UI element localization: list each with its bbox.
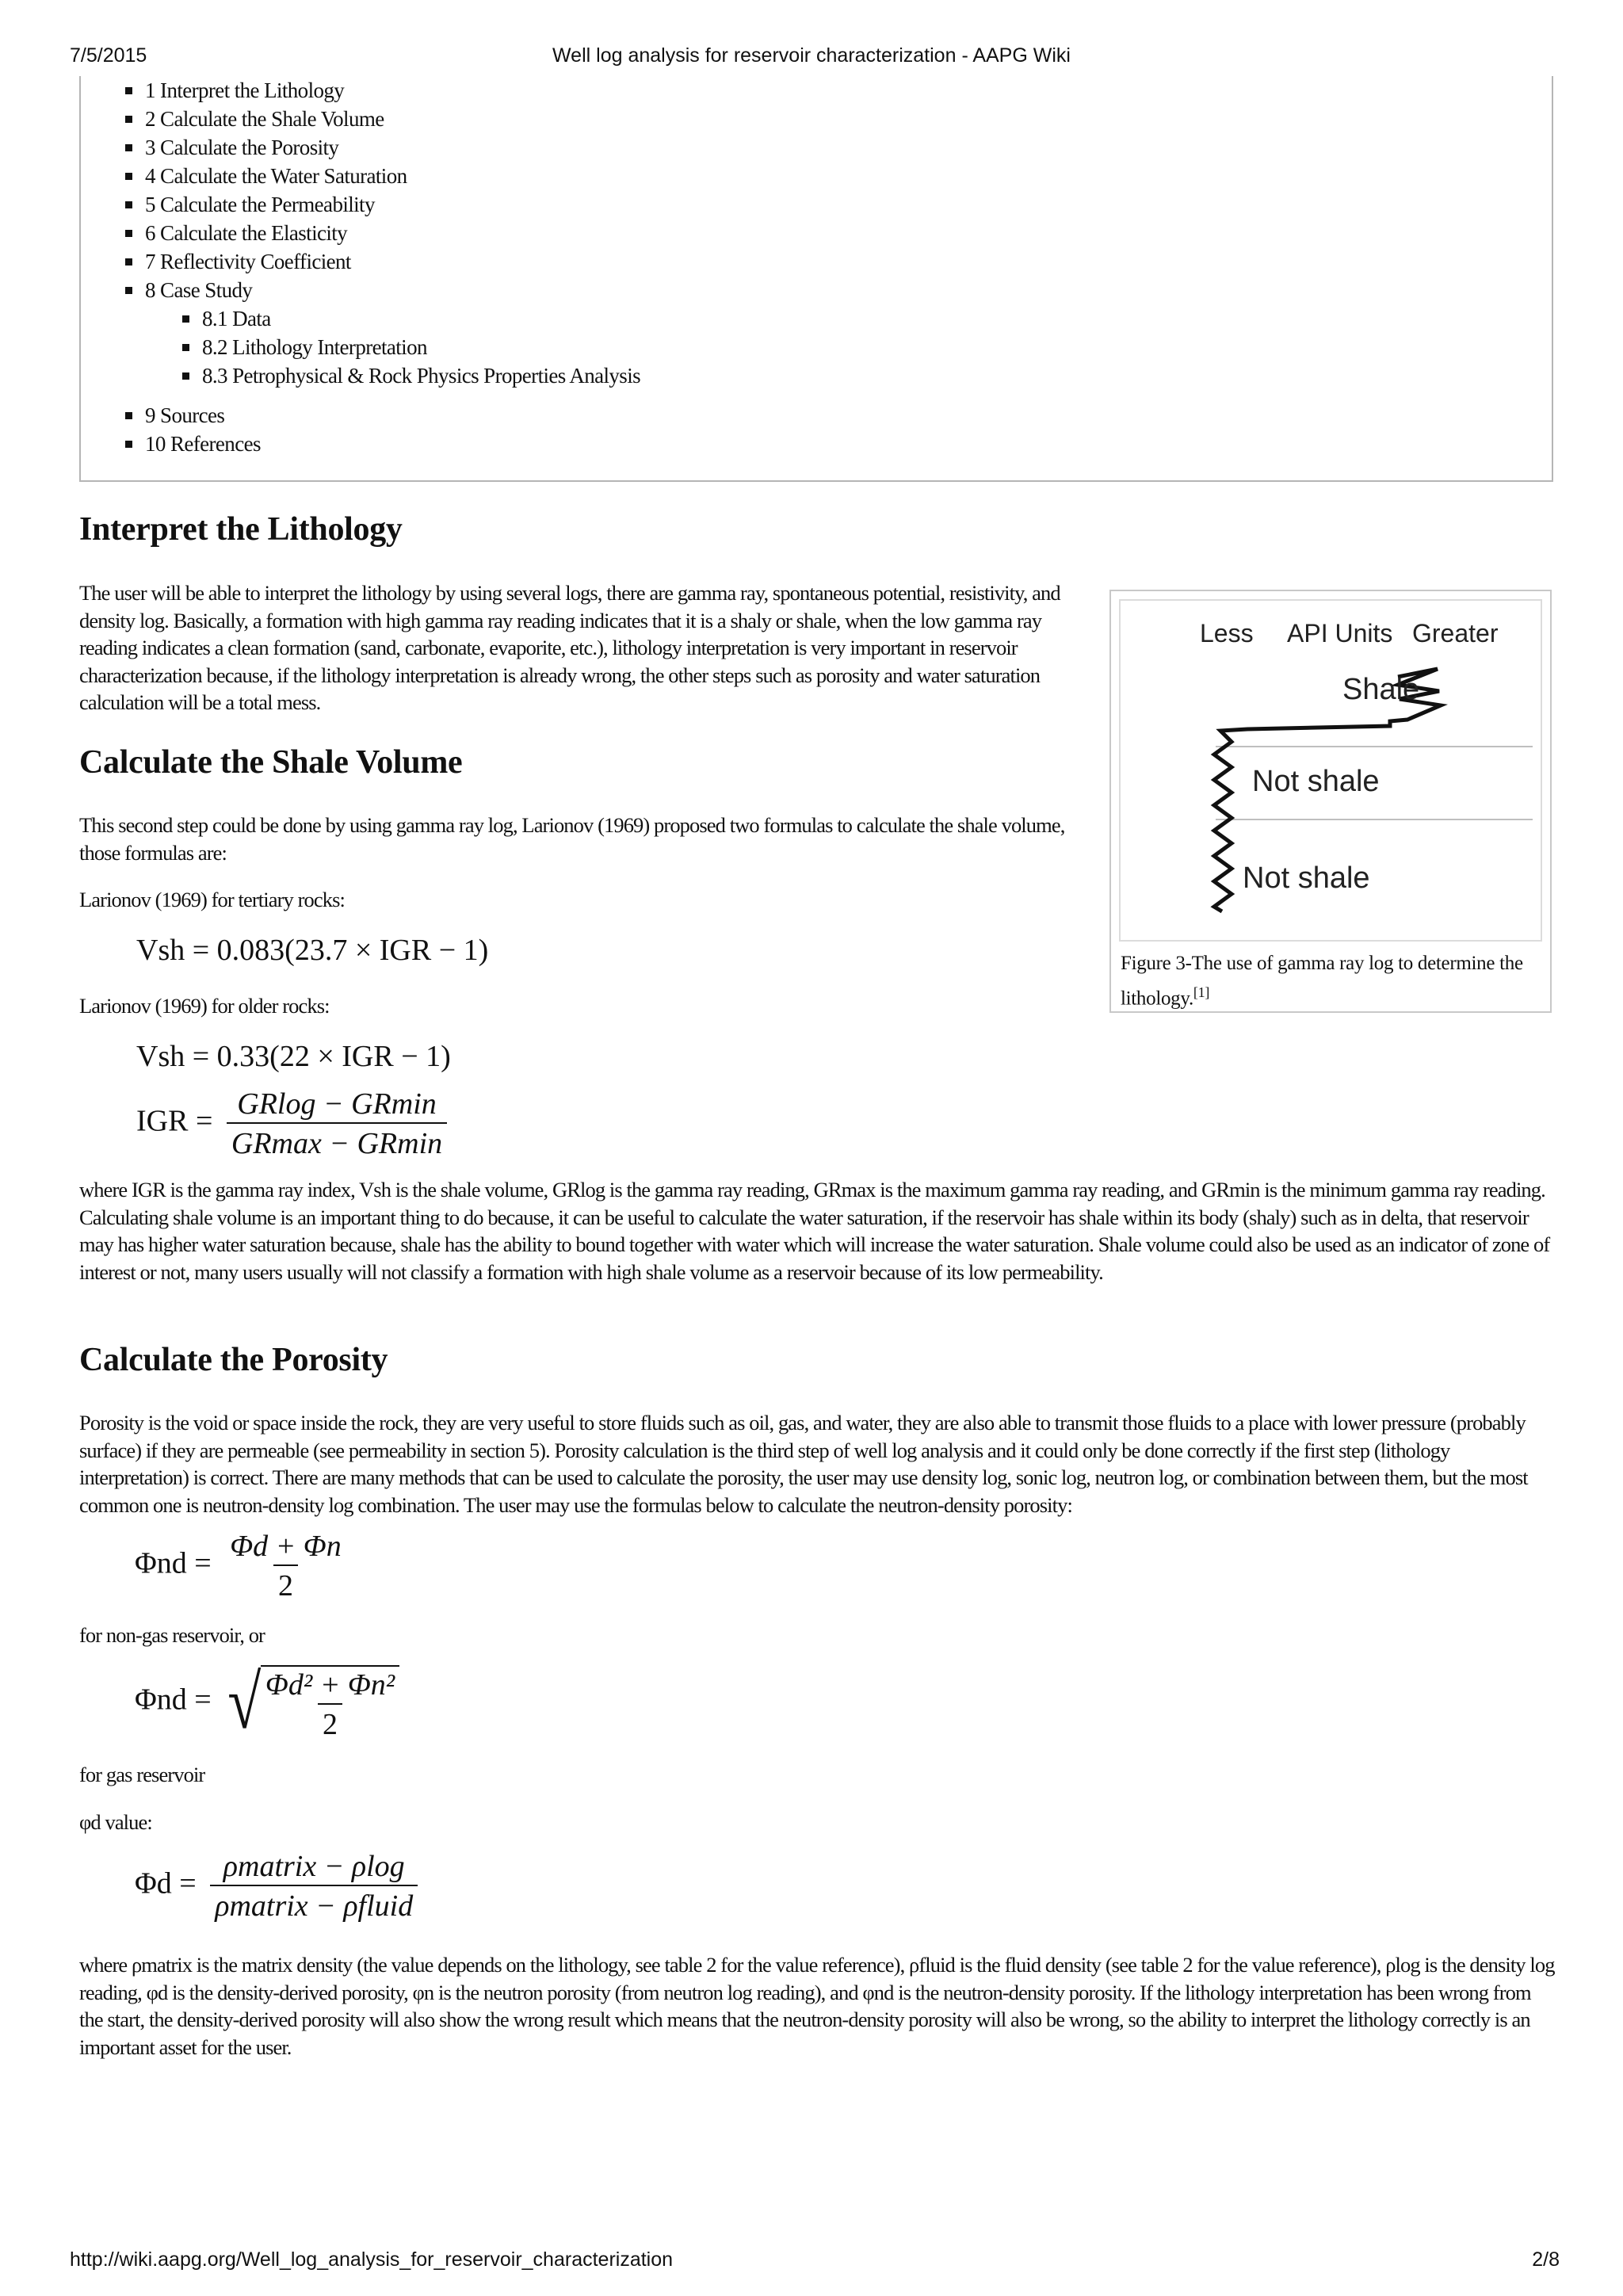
- equation-vsh-tertiary: Vsh = 0.083(23.7 × IGR − 1): [136, 934, 489, 967]
- toc-item-2[interactable]: 2 Calculate the Shale Volume: [81, 105, 1552, 133]
- figure-image-frame: [1119, 599, 1542, 942]
- porosity-non-gas-label: for non-gas reservoir, or: [79, 1623, 265, 1647]
- figure-label-not-shale-upper: Not shale: [1252, 765, 1380, 798]
- equation-phind-gas: Φnd = √ $\frac{\text{Φd² + Φn²}}{2}$: [135, 1664, 399, 1740]
- figure-label-greater: Greater: [1412, 619, 1499, 648]
- print-page-number: 2/8: [1532, 2248, 1560, 2271]
- figure-gamma-ray: [1109, 590, 1552, 1013]
- shale-paragraph-intro: This second step could be done by using gamma ray log, Larionov (1969) proposed two formulas to calculate the shale volume, those formulas are:: [79, 813, 1065, 865]
- print-date: 7/5/2015: [70, 44, 147, 67]
- equation-vsh-older: Vsh = 0.33(22 × IGR − 1): [136, 1040, 451, 1073]
- figure-label-less: Less: [1200, 619, 1254, 648]
- figure-label-api-units: API Units: [1287, 619, 1393, 648]
- equation-igr: IGR = $\frac{GRlog - GRmin}{GRmax - GRmin}$: [136, 1089, 447, 1159]
- porosity-gas-label: for gas reservoir: [79, 1763, 205, 1786]
- toc-item-8-1[interactable]: 8.1 Data: [81, 304, 1552, 333]
- toc-item-3[interactable]: 3 Calculate the Porosity: [81, 133, 1552, 162]
- equation-phind-non-gas: Φnd = $\frac{\Phi d + \Phi n}{2}$: [135, 1531, 346, 1601]
- heading-calculate-shale-volume: Calculate the Shale Volume: [79, 744, 463, 781]
- equation-phind-non-gas-fraction: $\frac{\Phi d + \Phi n}{2}$: [230, 1530, 342, 1603]
- toc-item-7[interactable]: 7 Reflectivity Coefficient: [81, 247, 1552, 276]
- shale-paragraph-definitions: where IGR is the gamma ray index, Vsh is the shale volume, GRlog is the gamma ray reading, GRmax is the maximum gamma ray reading, and GRmin is the minimum gamma ray reading. Calculating shale volume is an important thing to do because, it can be useful to calculate the water saturation, if the reservoir has shale within its body (shaly) such as in delta, that reservoir may has higher water saturation because, shale has the ability to bound together with water which will increase the water saturation. Shale volume could also be used as an indicator of zone of interest or not, many users usually will not classify a formation with high shale volume as a reservoir because of its low permeability.: [79, 1178, 1550, 1284]
- phid-value-label: φd value:: [79, 1810, 152, 1834]
- equation-square-root: √ $\frac{\text{Φd² + Φn²}}{2}$: [223, 1664, 399, 1740]
- toc-item-1[interactable]: 1 Interpret the Lithology: [81, 76, 1552, 105]
- equation-phid-fraction: $\frac{\text{ρmatrix − ρlog}}{\text{ρmatrix − ρfluid}}$: [210, 1851, 418, 1921]
- toc-item-8[interactable]: 8 Case Study: [81, 276, 1552, 304]
- porosity-paragraph-definitions: where ρmatrix is the matrix density (the value depends on the lithology, see table 2 for the value reference), ρfluid is the fluid density (see table 2 for the value reference), ρlog is the density log reading, φd is the density-derived porosity, φn is the neutron porosity (from neutron log reading), and φnd is the neutron-density porosity. If the lithology interpretation has been wrong from the start, the density-derived porosity will also show the wrong result which means that the neutron-density porosity will also be wrong, so the ability to interpret the lithology correctly is an important asset for the user.: [79, 1953, 1555, 2059]
- citation-link-1[interactable]: [1]: [1193, 984, 1210, 1000]
- porosity-paragraph-intro: Porosity is the void or space inside the rock, they are very useful to store fluids such as oil, gas, and water, they are also able to transmit those fluids to a place with lower pressure (probably surface) if they are permeable (see permeability in section 5). Porosity calculation is the third step of well log analysis and it could only be done correctly if the first step (lithology interpretation) is correct. There are many methods that can be used to calculate the porosity, the user may use density log, sonic log, neutron log, or combination between them, but the most common one is neutron-density log combination. The user may use the formulas below to calculate the neutron-density porosity:: [79, 1411, 1528, 1517]
- toc-item-8-2[interactable]: 8.2 Lithology Interpretation: [81, 333, 1552, 361]
- table-of-contents: [79, 76, 1553, 482]
- shale-older-label: Larionov (1969) for older rocks:: [79, 994, 330, 1018]
- toc-item-5[interactable]: 5 Calculate the Permeability: [81, 190, 1552, 219]
- figure-label-not-shale-lower: Not shale: [1243, 861, 1370, 895]
- equation-igr-fraction: $\frac{GRlog - GRmin}{GRmax - GRmin}$: [227, 1089, 447, 1159]
- figure-caption: Figure 3-The use of gamma ray log to determine the lithology.[1]: [1121, 953, 1523, 1010]
- print-url: http://wiki.aapg.org/Well_log_analysis_for_reservoir_characterization: [70, 2248, 674, 2271]
- figure-label-shale: Shale: [1342, 673, 1420, 706]
- toc-item-8-3[interactable]: 8.3 Petrophysical & Rock Physics Properties Analysis: [81, 361, 1552, 390]
- shale-tertiary-label: Larionov (1969) for tertiary rocks:: [79, 888, 345, 911]
- equation-phid: Φd = $\frac{\text{ρmatrix − ρlog}}{\text{ρmatrix − ρfluid}}$: [135, 1851, 418, 1921]
- heading-interpret-lithology: Interpret the Lithology: [79, 511, 403, 548]
- toc-item-9[interactable]: 9 Sources: [81, 401, 1552, 430]
- toc-item-4[interactable]: 4 Calculate the Water Saturation: [81, 162, 1552, 190]
- gamma-ray-log-illustration: [1121, 601, 1541, 940]
- toc-item-6[interactable]: 6 Calculate the Elasticity: [81, 219, 1552, 247]
- heading-calculate-porosity: Calculate the Porosity: [79, 1342, 388, 1378]
- equation-phind-gas-fraction: $\frac{\text{Φd² + Φn²}}{2}$: [265, 1668, 395, 1741]
- lithology-paragraph: The user will be able to interpret the lithology by using several logs, there are gamma ray, spontaneous potential, resistivity, and density log. Basically, a formation with high gamma ray reading indicates that it is a shaly or shale, when the low gamma ray reading indicates a clean formation (sand, carbonate, evaporite, etc.), lithology interpretation is very important in reservoir characterization because, if the lithology interpretation is already wrong, the other steps such as porosity and water saturation calculation will be a total mess.: [79, 581, 1060, 714]
- toc-item-10[interactable]: 10 References: [81, 430, 1552, 458]
- print-page-title: Well log analysis for reservoir characterization - AAPG Wiki: [552, 44, 1071, 67]
